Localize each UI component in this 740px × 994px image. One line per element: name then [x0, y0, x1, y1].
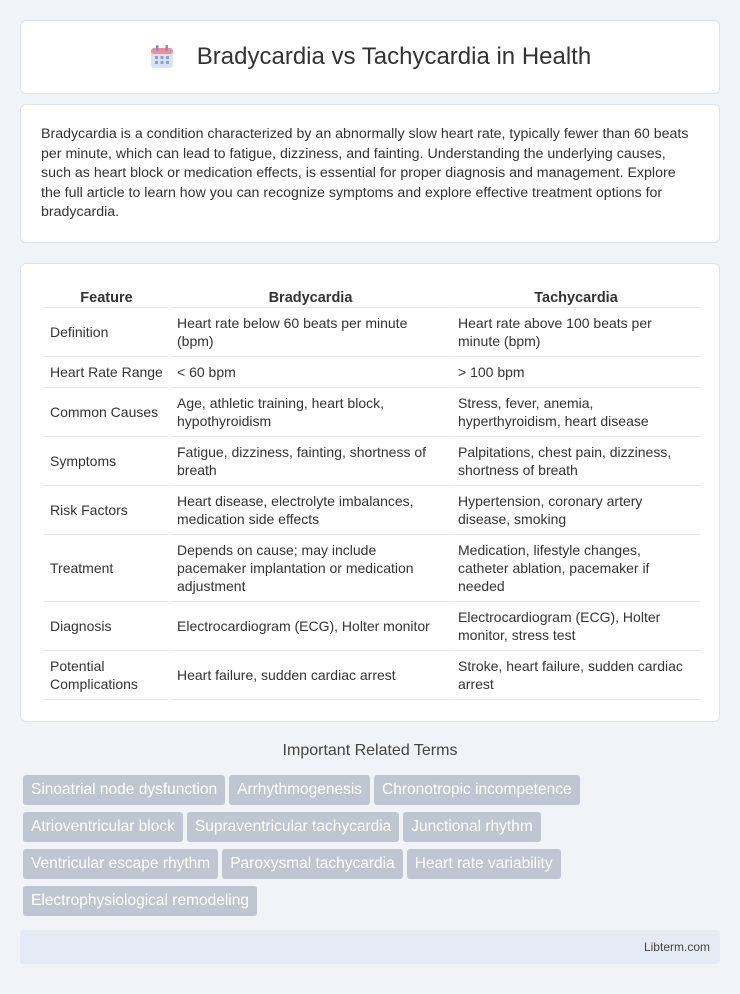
related-term-tag[interactable]: Atrioventricular block [23, 812, 183, 842]
related-terms-title: Important Related Terms [282, 742, 458, 759]
table-cell: Potential Complications [44, 651, 169, 700]
table-header-row [44, 284, 700, 308]
table-cell: Hypertension, coronary artery disease, smoking [452, 486, 700, 535]
table-cell: Fatigue, dizziness, fainting, shortness of breath [171, 437, 450, 486]
table-cell: Palpitations, chest pain, dizziness, shortness of breath [452, 437, 700, 486]
table-cell: Heart rate below 60 beats per minute (bpm) [171, 308, 450, 357]
related-term-tag[interactable]: Arrhythmogenesis [229, 775, 370, 805]
related-term-tag[interactable]: Paroxysmal tachycardia [222, 849, 403, 879]
table-cell: Age, athletic training, heart block, hypothyroidism [171, 388, 450, 437]
table-cell: Heart disease, electrolyte imbalances, medication side effects [171, 486, 450, 535]
column-header: Tachycardia [452, 284, 700, 308]
table-cell: Definition [44, 308, 169, 357]
related-terms-list [23, 775, 713, 923]
related-term-tag[interactable]: Sinoatrial node dysfunction [23, 775, 225, 805]
table-row [44, 602, 700, 651]
table-row [44, 535, 700, 602]
table-cell: Depends on cause; may include pacemaker implantation or medication adjustment [171, 535, 450, 602]
table-cell: Common Causes [44, 388, 169, 437]
table-cell: < 60 bpm [171, 357, 450, 388]
header-card [20, 20, 720, 94]
column-header: Bradycardia [171, 284, 450, 308]
table-cell: Heart failure, sudden cardiac arrest [171, 651, 450, 700]
page-title: Bradycardia vs Tachycardia in Health [196, 43, 592, 70]
comparison-table-card [20, 263, 720, 722]
footer [20, 930, 720, 964]
related-term-tag[interactable]: Junctional rhythm [403, 812, 540, 842]
intro-card [20, 104, 720, 243]
calendar-icon [149, 44, 175, 70]
table-row [44, 651, 700, 700]
table-cell: Heart Rate Range [44, 357, 169, 388]
table-row [44, 388, 700, 437]
footer-link[interactable]: Libterm.com [643, 940, 710, 954]
column-header: Feature [44, 284, 169, 308]
table-cell: Symptoms [44, 437, 169, 486]
table-cell: Stroke, heart failure, sudden cardiac arrest [452, 651, 700, 700]
related-term-tag[interactable]: Supraventricular tachycardia [187, 812, 399, 842]
table-cell: Medication, lifestyle changes, catheter ablation, pacemaker if needed [452, 535, 700, 602]
table-cell: Diagnosis [44, 602, 169, 651]
table-row [44, 437, 700, 486]
table-cell: Heart rate above 100 beats per minute (bpm) [452, 308, 700, 357]
table-cell: Electrocardiogram (ECG), Holter monitor [171, 602, 450, 651]
related-term-tag[interactable]: Electrophysiological remodeling [23, 886, 257, 916]
intro-text: Bradycardia is a condition characterized by an abnormally slow heart rate, typically fewer than 60 beats per minute, which can lead to fatigue, dizziness, and fainting. Understanding the underlying causes, such as heart block or medication effects, is essential for proper diagnosis and management. Explore the full article to learn how you can recognize symptoms and explore effective treatment options for bradycardia. [41, 126, 689, 220]
table-cell: Stress, fever, anemia, hyperthyroidism, heart disease [452, 388, 700, 437]
table-row [44, 308, 700, 357]
table-cell: Treatment [44, 535, 169, 602]
table-row [44, 486, 700, 535]
table-cell: Electrocardiogram (ECG), Holter monitor, stress test [452, 602, 700, 651]
related-term-tag[interactable]: Chronotropic incompetence [374, 775, 580, 805]
related-term-tag[interactable]: Heart rate variability [407, 849, 561, 879]
comparison-table [42, 284, 702, 700]
table-cell: Risk Factors [44, 486, 169, 535]
related-term-tag[interactable]: Ventricular escape rhythm [23, 849, 218, 879]
table-cell: > 100 bpm [452, 357, 700, 388]
table-row [44, 357, 700, 388]
